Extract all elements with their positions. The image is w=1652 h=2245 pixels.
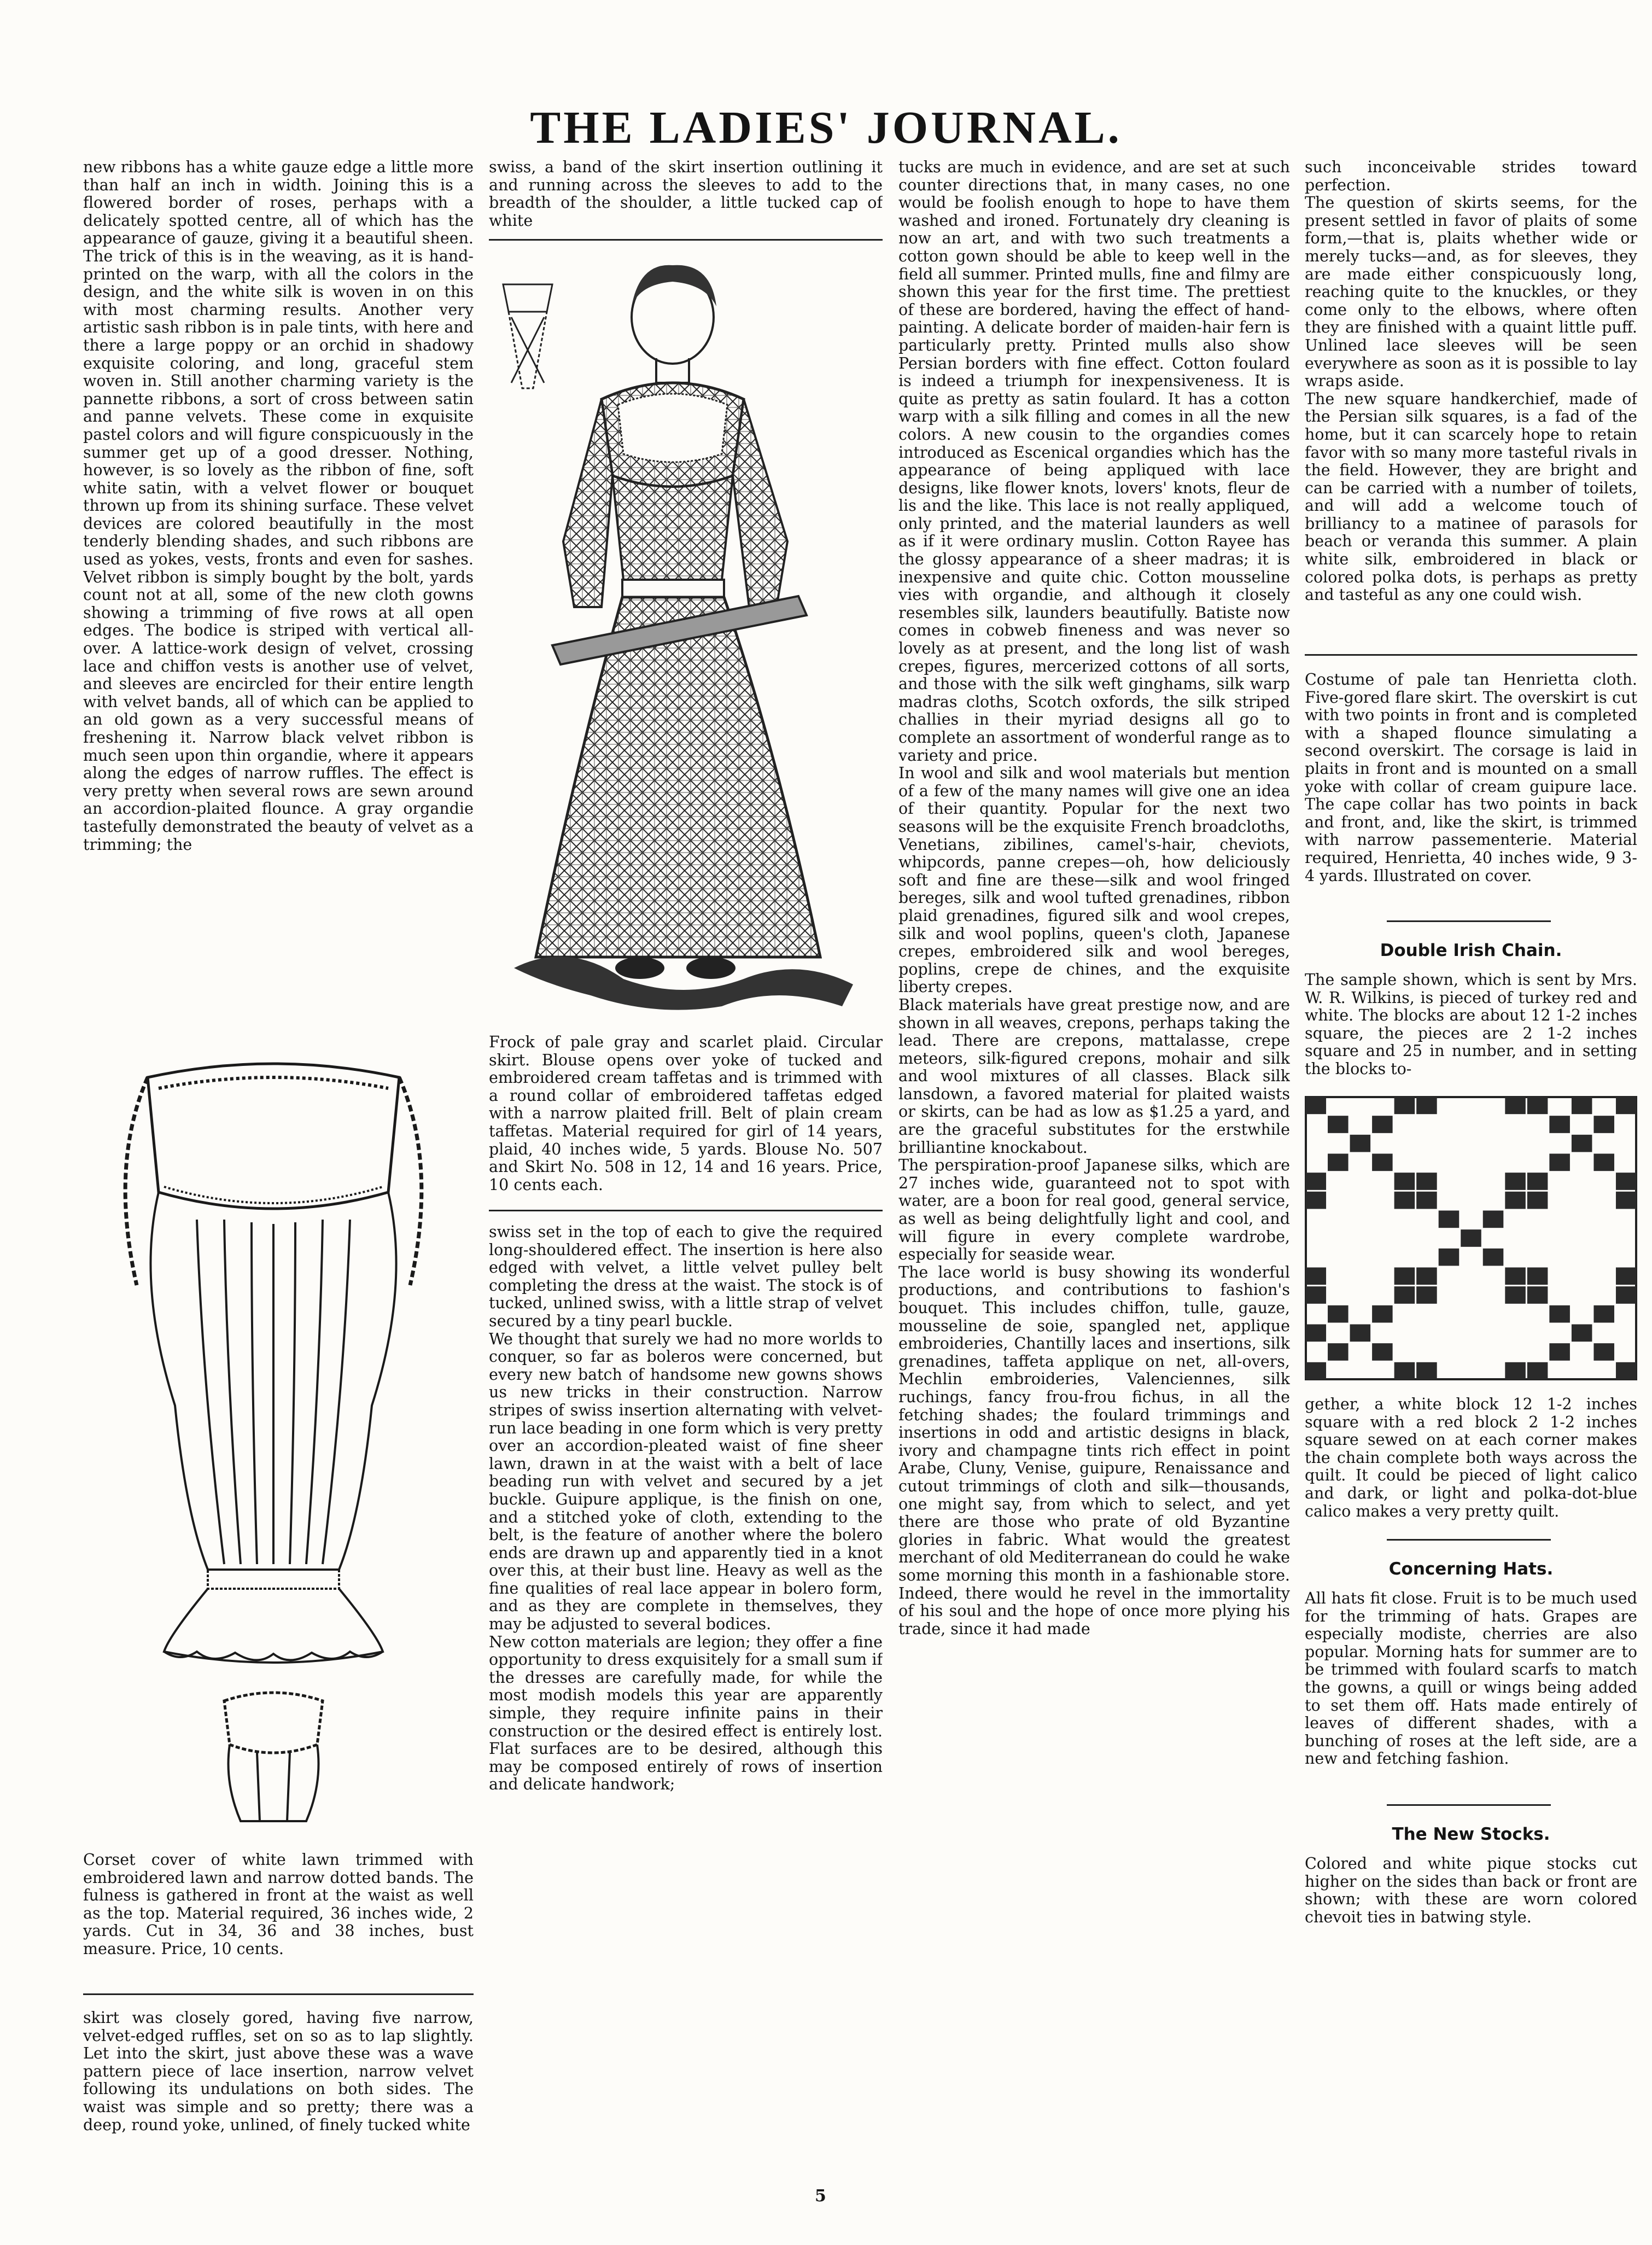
quilt-patch bbox=[1505, 1097, 1526, 1115]
col1-text-top: new ribbons has a white gauze edge a little more than half an inch in width. Joining this is a flowered border of roses, perhaps with a delicately spotted centre, all of which has the appearance of gauze, giving it a beautiful sheen. The trick of this is in the weaving, as it is hand-printed on the warp, with all the colors in the design, and the white silk is woven in on this with most charming results. Another very artistic sash ribbon is in pale tints, with here and there a large poppy or an orchid in shadowy exquisite coloring, and long, graceful stem woven in. Still another charming variety is the pannette ribbons, a sort of cross between satin and panne velvets. These come in exquisite pastel colors and will figure conspicuously in the summer get up of a good dresser. Nothing, however, is so lovely as the ribbon of fine, soft white satin, with a velvet flower or bouquet thrown up from its shining surface. These velvet devices are colored beautifully in the most tenderly blending shades, and such ribbons are used as yokes, vests, fronts and even for sashes. Velvet ribbon is simply bought by the bolt, yards count not at all, some of the new cloth gowns showing a trimming of five rows at all open edges. The bodice is striped with vertical all-over. A lattice-work design of velvet, crossing lace and chiffon vests is another use of velvet, and sleeves are encircled for their entire length with velvet bands, all of which can be applied to an old gown as a very successful means of freshening it. Narrow black velvet ribbon is much seen upon thin organdie, where it appears along the edges of narrow ruffles. The effect is very pretty when several rows are sewn around an accordion-plaited flounce. A gray organdie tastefully demonstrated the beauty of velvet as a trimming; the bbox=[83, 159, 474, 854]
quilt-patch bbox=[1505, 1173, 1526, 1190]
quilt-patch bbox=[1616, 1268, 1637, 1285]
irish-chain-text-bottom: gether, a white block 12 1-2 inches square with a red block 2 1-2 inches square sewed on at each corner makes the chain complete both ways across the quilt. It could be pieced of light calico and dark, or light and polka-dot-blue calico makes a very pretty quilt. bbox=[1305, 1396, 1637, 1520]
plaid-frock-illustration bbox=[492, 257, 875, 1023]
hats-text: All hats fit close. Fruit is to be much used for the trimming of hats. Grapes are especially modiste, cherries are also popular. Morning hats for summer are to be trimmed with foulard scarfs to match the gowns, a quill or wings being added to set them off. Hats made entirely of leaves of different shades, with a bunching of roses at the left side, are a new and fetching fashion. bbox=[1305, 1590, 1637, 1768]
quilt-patch bbox=[1527, 1268, 1548, 1285]
column-2-lower bbox=[489, 1034, 883, 2202]
quilt-patch bbox=[1350, 1135, 1371, 1152]
quilt-patch bbox=[1593, 1116, 1614, 1133]
stocks-text: Colored and white pique stocks cut higher on the sides than back or front are shown; with these are worn colored chevoit ties in batwing style. bbox=[1305, 1855, 1637, 1926]
column-4 bbox=[1305, 159, 1638, 1932]
quilt-patch bbox=[1527, 1286, 1548, 1304]
quilt-patch bbox=[1505, 1268, 1526, 1285]
stocks-heading: The New Stocks. bbox=[1392, 1824, 1550, 1844]
quilt-patch bbox=[1306, 1173, 1327, 1190]
quilt-patch bbox=[1483, 1211, 1504, 1228]
quilt-patch bbox=[1394, 1097, 1415, 1115]
quilt-patch bbox=[1416, 1097, 1437, 1115]
corset-cover-illustration bbox=[104, 1056, 443, 1832]
frock-caption: Frock of pale gray and scarlet plaid. Circular skirt. Blouse opens over yoke of tucked and embroidered cream taffetas and is trimmed with a round collar of embroidered taffetas edged with a narrow plaited frill. Belt of plain cream taffetas. Material required for girl of 14 years, plaid, 40 inches wide, 5 yards. Blouse No. 507 and Skirt No. 508 in 12, 14 and 16 years. Price, 10 cents each. bbox=[489, 1034, 883, 1194]
quilt-patch bbox=[1439, 1249, 1460, 1266]
quilt-patch bbox=[1394, 1286, 1415, 1304]
quilt-patch bbox=[1372, 1154, 1393, 1171]
quilt-patch bbox=[1549, 1154, 1570, 1171]
col1-text-bottom: skirt was closely gored, having five narrow, velvet-edged ruffles, set on so as to lap slightly. Let into the skirt, just above these was a wave pattern piece of lace insertion, narrow velvet following its undulations on both sides. The waist was simple and so pretty; there was a deep, round yoke, unlined, of finely tucked white bbox=[83, 2009, 474, 2134]
column-1-lower bbox=[83, 1851, 474, 2195]
quilt-patch bbox=[1328, 1343, 1349, 1361]
quilt-patch bbox=[1416, 1173, 1437, 1190]
divider bbox=[1305, 654, 1637, 656]
quilt-patch bbox=[1416, 1192, 1437, 1209]
quilt-patch bbox=[1572, 1325, 1592, 1342]
col2-text-top: swiss, a band of the skirt insertion outlining it and running across the sleeves to add to the breadth of the shoulder, a little tucked cap of white bbox=[489, 159, 883, 230]
divider bbox=[1387, 1539, 1551, 1541]
quilt-patch bbox=[1306, 1097, 1327, 1115]
quilt-patch bbox=[1549, 1343, 1570, 1361]
quilt-patch bbox=[1527, 1097, 1548, 1115]
quilt-patch bbox=[1483, 1249, 1504, 1266]
quilt-patch bbox=[1572, 1135, 1592, 1152]
quilt-patch bbox=[1306, 1325, 1327, 1342]
quilt-patch bbox=[1306, 1268, 1327, 1285]
quilt-patch bbox=[1527, 1173, 1548, 1190]
quilt-patch bbox=[1306, 1362, 1327, 1380]
quilt-patch bbox=[1350, 1325, 1371, 1342]
double-irish-chain-quilt-diagram bbox=[1305, 1096, 1637, 1380]
column-3 bbox=[898, 159, 1290, 2177]
quilt-patch bbox=[1306, 1192, 1327, 1209]
quilt-patch bbox=[1593, 1343, 1614, 1361]
quilt-patch bbox=[1505, 1286, 1526, 1304]
quilt-patch bbox=[1306, 1286, 1327, 1304]
quilt-patch bbox=[1372, 1116, 1393, 1133]
column-1 bbox=[83, 159, 474, 1028]
divider bbox=[489, 1210, 883, 1211]
quilt-patch bbox=[1394, 1192, 1415, 1209]
quilt-patch bbox=[1616, 1192, 1637, 1209]
column-2 bbox=[489, 159, 883, 241]
quilt-patch bbox=[1439, 1211, 1460, 1228]
quilt-patch bbox=[1616, 1097, 1637, 1115]
divider bbox=[489, 239, 883, 241]
hats-heading: Concerning Hats. bbox=[1388, 1559, 1554, 1579]
divider bbox=[83, 1993, 474, 1995]
quilt-patch bbox=[1527, 1362, 1548, 1380]
quilt-patch bbox=[1616, 1286, 1637, 1304]
quilt-patch bbox=[1505, 1192, 1526, 1209]
col4-text-top: such inconceivable strides toward perfection. The question of skirts seems, for the present settled in favor of plaits of some form,—that is, plaits whether wide or merely tucks—and, as for sleeves, they are made either conspicuously long, reaching quite to the knuckles, or they come only to the elbows, where often they are finished with a quaint little puff. Unlined lace sleeves will be seen everywhere as soon as it is possible to lay wraps aside. The new square handkerchief, made of the Persian silk squares, is a fad of the home, but it can scarcely hope to retain favor with so many more tasteful rivals in the field. However, they are bright and can be carried with a number of toilets, and will add a welcome touch of brilliancy to a matinee of parasols for beach or veranda this summer. A plain white silk, embroidered in black or colored polka dots, is perhaps as pretty and tasteful as any one could wish. bbox=[1305, 159, 1637, 604]
irish-chain-text-top: The sample shown, which is sent by Mrs. W. R. Wilkins, is pieced of turkey red and white. The blocks are about 12 1-2 inches square, the pieces are 2 1-2 inches square and 25 in number, and in setting the blocks to- bbox=[1305, 971, 1637, 1078]
quilt-patch bbox=[1394, 1173, 1415, 1190]
costume-caption: Costume of pale tan Henrietta cloth. Five-gored flare skirt. The overskirt is cut with two points in front and is completed with a shaped flounce simulating a second overskirt. The corsage is laid in plaits in front and is mounted on a small yoke with collar of cream guipure lace. The cape collar has two points in back and front, and, like the skirt, is trimmed with narrow passementerie. Material required, Henrietta, 40 inches wide, 9 3-4 yards. Illustrated on cover. bbox=[1305, 671, 1637, 885]
quilt-patch bbox=[1416, 1268, 1437, 1285]
corset-caption: Corset cover of white lawn trimmed with embroidered lawn and narrow dotted bands. The fulness is gathered in front at the waist as well as the top. Material required, 36 inches wide, 2 yards. Cut in 34, 36 and 38 inches, bust measure. Price, 10 cents. bbox=[83, 1851, 474, 1958]
quilt-patch bbox=[1328, 1116, 1349, 1133]
quilt-patch bbox=[1593, 1305, 1614, 1323]
quilt-patch bbox=[1549, 1305, 1570, 1323]
quilt-patch bbox=[1505, 1362, 1526, 1380]
quilt-patch bbox=[1527, 1192, 1548, 1209]
irish-chain-heading: Double Irish Chain. bbox=[1380, 941, 1562, 960]
divider bbox=[1387, 1804, 1551, 1806]
quilt-patch bbox=[1416, 1362, 1437, 1380]
quilt-patch bbox=[1549, 1116, 1570, 1133]
masthead-title: THE LADIES' JOURNAL. bbox=[530, 102, 1122, 153]
quilt-patch bbox=[1616, 1362, 1637, 1380]
divider bbox=[1387, 920, 1551, 922]
quilt-patch bbox=[1328, 1154, 1349, 1171]
quilt-patch bbox=[1461, 1229, 1481, 1247]
quilt-patch bbox=[1616, 1173, 1637, 1190]
quilt-patch bbox=[1593, 1154, 1614, 1171]
col2-text-bottom: swiss set in the top of each to give the required long-shouldered effect. The insertion is here also edged with velvet, a little velvet pulley belt completing the dress at the waist. The stock is of tucked, unlined swiss, with a little strap of velvet secured by a tiny pearl buckle. We thought that surely we had no more worlds to conquer, so far as boleros were concerned, but every new batch of handsome new gowns shows us new tricks in their construction. Narrow stripes of swiss insertion alternating with velvet-run lace beading in one form which is very pretty over an accordion-pleated waist of fine sheer lawn, drawn in at the waist with a belt of lace beading run with velvet and secured by a jet buckle. Guipure applique, is the finish on one, and a stitched yoke of cloth, extending to the belt, is the feature of another where the bolero ends are drawn up and apparently tied in a knot over this, at their bust line. Heavy as well as the fine qualities of real lace appear in bolero form, and as they are complete in themselves, they may be adjusted to several bodices. New cotton materials are legion; they offer a fine opportunity to dress exquisitely for a small sum if the dresses are carefully made, for while the most modish models this year are apparently simple, they require infinite pains in their construction or the desired effect is entirely lost. Flat surfaces are to be desired, although this may be composed entirely of rows of insertion and delicate handwork; bbox=[489, 1223, 883, 1794]
col3-text: tucks are much in evidence, and are set at such counter directions that, in many cases, no one would be foolish enough to hope to have them washed and ironed. Fortunately dry cleaning is now an art, and with two such treatments a cotton gown should be able to keep well in the field all summer. Printed mulls, fine and filmy are shown this year for the first time. The prettiest of these are bordered, having the effect of hand-painting. A delicate border of maiden-hair fern is particularly pretty. Printed mulls also show Persian borders with fine effect. Cotton foulard is indeed a triumph for inexpensiveness. It is quite as pretty as satin foulard. It has a cotton warp with a silk filling and comes in all the new colors. A new cousin to the organdies comes introduced as Escenical organdies which has the appearance of being appliqued with lace designs, like flower knots, lovers' knots, fleur de lis and the like. This lace is not really appliqued, only printed, and the material launders as well as if it were ordinary muslin. Cotton Rayee has the glossy appearance of a sheer madras; it is inexpensive and quite chic. Cotton mousseline vies with organdie, and although it closely resembles silk, launders beautifully. Batiste now comes in cobweb fineness and was never so lovely as at present, and the long list of wash crepes, figures, mercerized cottons of all sorts, and those with the silk weft ginghams, silk warp madras cloths, Scotch oxfords, the silk striped challies in their myriad designs all go to complete an assortment of wonderful range as to variety and price. In wool and silk and wool materials but mention of a few of the many names will give one an idea of their quantity. Popular for the next two seasons will be the exquisite French broadcloths, Venetians, zibilines, camel's-hair, cheviots, whipcords, panne crepes—oh, how deliciously soft and fine are these—silk and wool fringed bereges, silk and wool tufted grenadines, ribbon plaid grenadines, figured silk and wool crepes, silk and wool poplins, queen's cloth, Japanese crepes, embroidered silk and wool bereges, poplins, crepe de chines, and the exquisite liberty crepes. Black materials have great prestige now, and are shown in all weaves, crepons, perhaps taking the lead. There are crepons, mattalasse, crepe meteors, silk-figured crepons, mohair and silk and wool mixtures of all classes. Black silk lansdown, a favored material for plaited waists or skirts, can be had as low as $1.25 a yard, and are the graceful substitutes for the erstwhile brilliantine knockabout. The perspiration-proof Japanese silks, which are 27 inches wide, guaranteed not to spot with water, are a boon for real good, general service, as well as being delightfully light and cool, and will figure in every complete wardrobe, especially for seaside wear. The lace world is busy showing its wonderful productions, and contributions to fashion's bouquet. This includes chiffon, tulle, gauze, mousseline de soie, spangled net, applique embroideries, Chantilly laces and insertions, silk grenadines, taffeta applique on net, all-overs, Mechlin embroideries, Valenciennes, silk ruchings, fancy frou-frou fichus, in all the fetching shades; the foulard trimmings and insertions in odd and artistic designs in black, ivory and champagne tints rich effect in point Arabe, Cluny, Venise, guipure, Renaissance and cutout trimmings of cloth and silk—thousands, one might say, from which to select, and yet there are those who prate of old Byzantine glories in fabric. What would the greatest merchant of old Mediterranean do could he wake some morning this month in a fashionable store. Indeed, there would he revel in the immortality of his soul and the hope of once more plying his trade, since it had made bbox=[898, 159, 1290, 1638]
quilt-patch bbox=[1372, 1343, 1393, 1361]
quilt-patch bbox=[1572, 1097, 1592, 1115]
quilt-patch bbox=[1416, 1286, 1437, 1304]
page-number: 5 bbox=[815, 2186, 826, 2206]
quilt-patch bbox=[1328, 1305, 1349, 1323]
quilt-patch bbox=[1394, 1268, 1415, 1285]
quilt-patch bbox=[1394, 1362, 1415, 1380]
quilt-patch bbox=[1372, 1305, 1393, 1323]
